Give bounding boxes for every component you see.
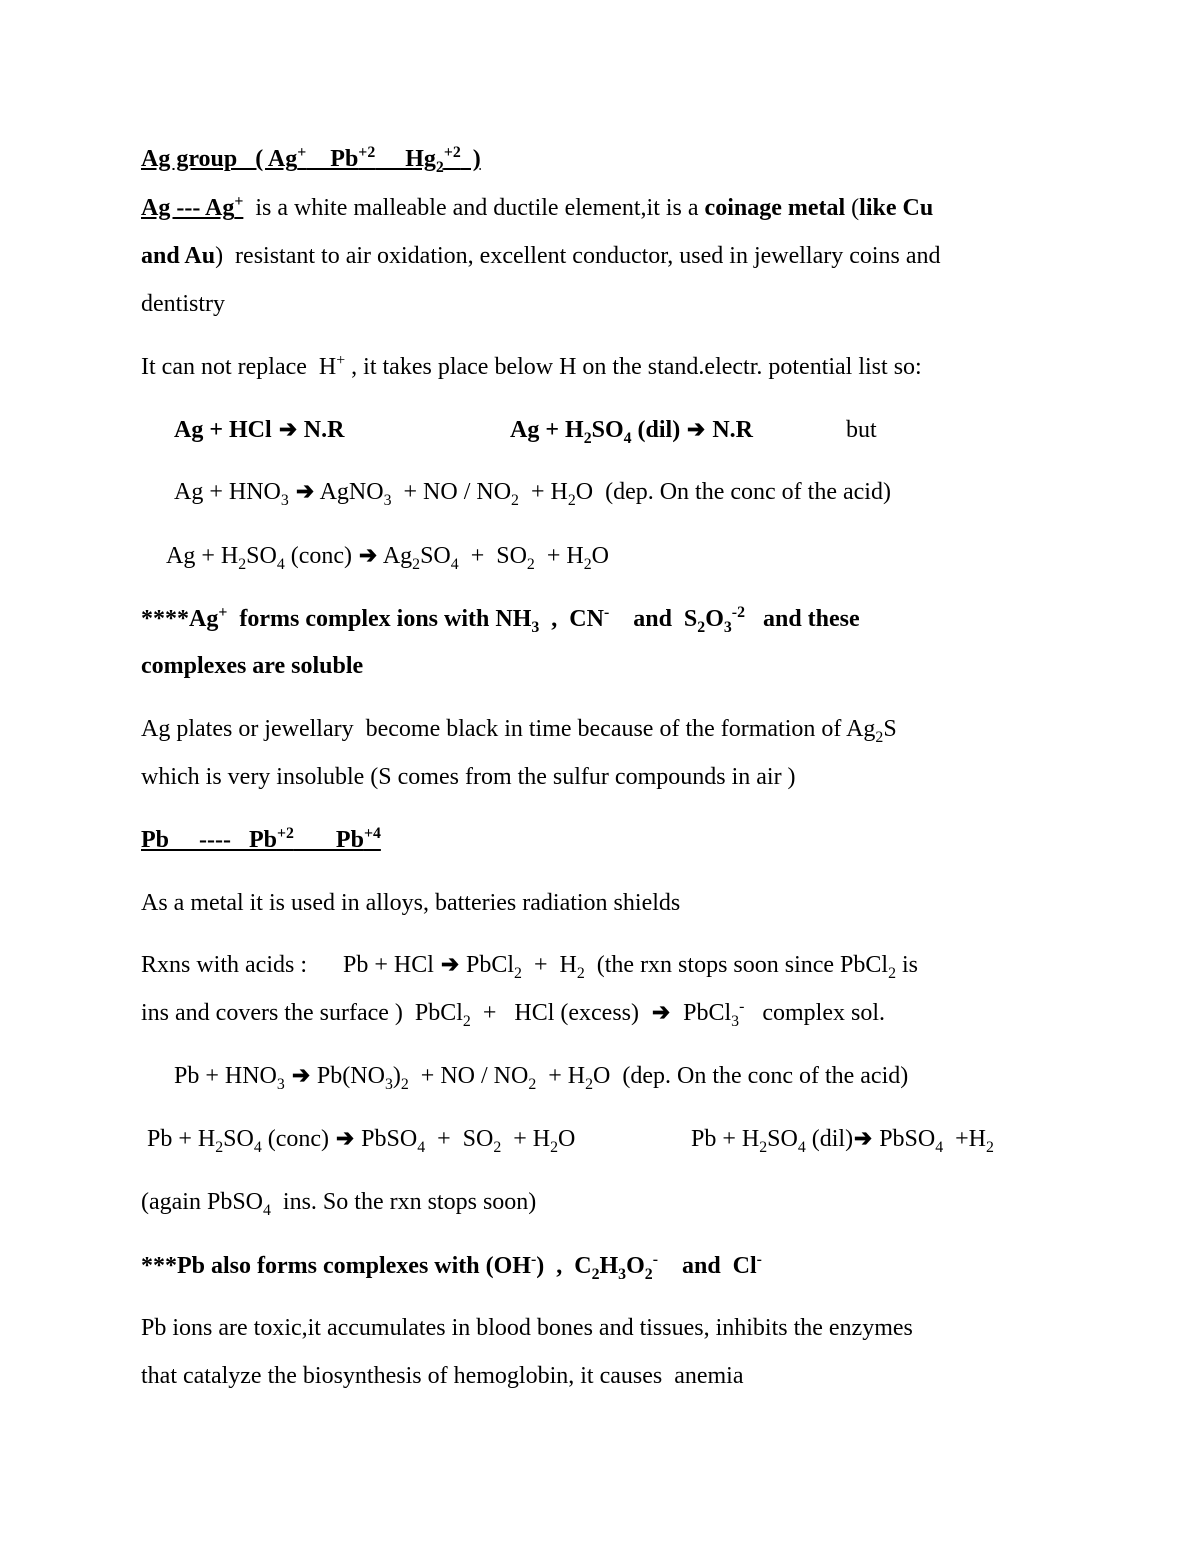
subscript: 2 xyxy=(514,964,522,982)
equation-text: Ag xyxy=(378,543,413,569)
arrow-icon: ➔ xyxy=(687,417,706,443)
body-text: PbCl xyxy=(671,1000,732,1026)
note-text: , CN xyxy=(539,606,604,632)
body-text: S xyxy=(883,716,897,742)
equation-ag-h2so4-dil xyxy=(510,416,753,447)
equation-text: AgNO xyxy=(314,479,384,505)
subscript: 2 xyxy=(550,1138,559,1156)
note-text: forms complex ions with NH xyxy=(227,606,532,632)
note-text: O xyxy=(705,606,724,632)
replace-h-line xyxy=(141,353,922,381)
pb-acids-line-1 xyxy=(141,951,919,982)
arrow-icon: ➔ xyxy=(291,1063,310,1089)
subscript: 3 xyxy=(280,491,289,509)
subscript: 2 xyxy=(400,1075,409,1093)
equation-text: (dil) xyxy=(805,1126,854,1152)
equation-ag-hcl xyxy=(174,416,344,444)
note-text: and Cl xyxy=(657,1253,757,1279)
body-text: (the rxn stops soon since PbCl xyxy=(584,952,889,978)
equation-text: SO xyxy=(420,543,451,569)
subscript: 4 xyxy=(417,1138,426,1156)
charge-sup: + xyxy=(336,352,346,369)
charge-sup: -2 xyxy=(731,604,745,621)
note-text: ****Ag xyxy=(141,606,219,632)
subscript: 3 xyxy=(383,491,392,509)
subscript: 3 xyxy=(723,618,732,636)
heading-text: ) xyxy=(460,146,481,172)
tarnish-line-2 xyxy=(141,763,796,791)
equation-text: + NO / NO xyxy=(408,1063,529,1089)
equation-text: + H xyxy=(534,543,584,569)
equation-text: + SO xyxy=(425,1126,494,1152)
note-text: complexes are soluble xyxy=(141,653,364,679)
heading-text: Ag group ( Ag xyxy=(141,146,298,172)
body-text: + HCl (excess) xyxy=(470,1000,652,1026)
equation-text: SO xyxy=(767,1126,798,1152)
equation-text: O (dep. On the conc of the acid) xyxy=(593,1063,909,1089)
subscript: 2 xyxy=(526,555,535,573)
subscript: 2 xyxy=(462,1012,471,1030)
subscript: 4 xyxy=(253,1138,262,1156)
toxic-line-2 xyxy=(141,1362,744,1390)
subscript: 3 xyxy=(731,1012,740,1030)
subscript: 2 xyxy=(511,491,519,509)
subscript: 2 xyxy=(697,618,706,636)
pb-complex-note xyxy=(141,1251,762,1283)
bold-term: and Au xyxy=(141,243,216,269)
equation-pb-hno3 xyxy=(174,1062,909,1093)
body-text: complex sol. xyxy=(744,1000,886,1026)
pb-acids-line-2 xyxy=(141,998,886,1030)
body-text: Ag plates or jewellary become black in time because of the formation of Ag xyxy=(141,716,876,742)
equation-pb-h2so4-conc xyxy=(147,1125,576,1156)
body-text: Rxns with acids : Pb + HCl xyxy=(141,952,440,978)
heading-text: Pb xyxy=(306,146,359,172)
ag-intro-line-1 xyxy=(141,194,933,222)
subscript: 3 xyxy=(618,1265,627,1283)
ag-complex-note-line-1 xyxy=(141,604,860,636)
equation-text: O xyxy=(591,543,609,569)
note-text: ) , C xyxy=(536,1253,592,1279)
subscript: 3 xyxy=(531,618,540,636)
body-text: Pb ions are toxic,it accumulates in blood bones and tissues, inhibits the enzymes xyxy=(141,1315,913,1341)
equation-text: + H xyxy=(536,1063,586,1089)
section-heading-ag-group xyxy=(141,144,489,176)
equation-text: PbSO xyxy=(873,1126,936,1152)
arrow-icon: ➔ xyxy=(652,1000,671,1026)
subscript: 2 xyxy=(412,555,421,573)
section-heading-pb xyxy=(141,826,421,854)
subheading-text: Ag --- Ag xyxy=(141,195,235,221)
equation-text: Pb(NO xyxy=(310,1063,385,1089)
subscript: 3 xyxy=(276,1075,285,1093)
equation-text: +H xyxy=(943,1126,987,1152)
charge-sup: +2 xyxy=(443,144,461,161)
subscript: 4 xyxy=(623,429,632,447)
ag-intro-line-3 xyxy=(141,290,225,318)
equation-text: O (dep. On the conc of the acid) xyxy=(575,479,891,505)
charge-sup: - xyxy=(756,1251,762,1268)
equation-text: Pb + H xyxy=(691,1126,760,1152)
note-text: and these xyxy=(744,606,860,632)
heading-text: Pb xyxy=(293,827,364,853)
tarnish-line-1 xyxy=(141,715,897,746)
charge-sup: - xyxy=(603,604,610,621)
heading-text: Pb ---- Pb xyxy=(141,827,277,853)
arrow-icon: ➔ xyxy=(440,952,459,978)
subscript: 2 xyxy=(759,1138,768,1156)
arrow-icon: ➔ xyxy=(295,479,314,505)
subscript: 4 xyxy=(935,1138,944,1156)
body-text: It can not replace H xyxy=(141,354,337,380)
subscript: 4 xyxy=(276,555,285,573)
equation-text: Ag + H xyxy=(166,543,239,569)
subscript: 2 xyxy=(591,1265,600,1283)
subscript: 2 xyxy=(528,1075,537,1093)
subscript: 2 xyxy=(888,964,896,982)
equation-text: + NO / NO xyxy=(391,479,512,505)
subscript: 4 xyxy=(450,555,459,573)
subscript: 2 xyxy=(986,1138,994,1156)
note-text: H xyxy=(599,1253,619,1279)
charge-sup: - xyxy=(530,1251,537,1268)
charge-sup: - xyxy=(652,1251,658,1268)
heading-text: Hg xyxy=(375,146,436,172)
toxic-line-1 xyxy=(141,1314,913,1342)
subscript: 2 xyxy=(435,158,444,176)
equation-text: Pb + H xyxy=(147,1126,216,1152)
equation-text: (dil) xyxy=(631,417,687,443)
subscript: 2 xyxy=(567,491,576,509)
pb-use-line xyxy=(141,889,680,917)
charge-sup: + xyxy=(297,144,307,161)
equation-text: SO xyxy=(246,543,277,569)
equation-text: + SO xyxy=(458,543,527,569)
subscript: 2 xyxy=(583,429,592,447)
body-text: ) resistant to air oxidation, excellent conductor, used in jewellary coins and xyxy=(215,243,941,269)
subscript: 2 xyxy=(585,1075,594,1093)
ag-intro-line-2 xyxy=(141,242,941,270)
ag-subheading xyxy=(141,195,243,221)
charge-sup: +2 xyxy=(276,825,294,842)
equation-ag-h2so4-conc xyxy=(166,542,609,573)
equation-pb-h2so4-dil xyxy=(691,1125,994,1156)
equation-text: PbSO xyxy=(355,1126,418,1152)
equation-text: Ag + H xyxy=(510,417,584,443)
charge-sup: + xyxy=(218,604,228,621)
equation-text: Ag + HNO xyxy=(174,479,281,505)
charge-sup: - xyxy=(739,998,745,1015)
equation-text: (conc) xyxy=(261,1126,336,1152)
equation-but xyxy=(846,416,877,444)
body-text: is a white malleable and ductile element,it is a xyxy=(243,195,705,221)
equation-text: SO xyxy=(591,417,624,443)
subscript: 2 xyxy=(576,964,585,982)
arrow-icon: ➔ xyxy=(278,417,297,443)
equation-text: + H xyxy=(501,1126,551,1152)
note-text: O xyxy=(626,1253,645,1279)
subscript: 2 xyxy=(583,555,592,573)
body-text: dentistry xyxy=(141,291,225,317)
note-text: ***Pb also forms complexes with (OH xyxy=(141,1253,531,1279)
equation-text: N.R xyxy=(297,417,345,443)
subscript: 4 xyxy=(263,1201,271,1219)
subscript: 2 xyxy=(238,555,247,573)
equation-text: N.R xyxy=(706,417,753,443)
charge-sup: + xyxy=(234,193,244,210)
equation-ag-hno3 xyxy=(174,478,891,509)
body-text: is xyxy=(896,952,919,978)
equation-text: Ag + HCl xyxy=(174,417,278,443)
charge-sup: +2 xyxy=(358,144,376,161)
bold-term: coinage metal xyxy=(704,195,846,221)
body-text: + H xyxy=(521,952,577,978)
note-text: and S xyxy=(609,606,698,632)
subscript: 2 xyxy=(875,728,884,746)
subscript: 2 xyxy=(493,1138,502,1156)
equation-text: Pb + HNO xyxy=(174,1063,277,1089)
body-text: As a metal it is used in alloys, batteries radiation shields xyxy=(141,890,681,916)
equation-text: SO xyxy=(223,1126,254,1152)
body-text: ( xyxy=(845,195,860,221)
body-text: but xyxy=(846,417,877,443)
equation-text: + H xyxy=(518,479,568,505)
subscript: 4 xyxy=(797,1138,806,1156)
bold-term: like Cu xyxy=(859,195,934,221)
subscript: 2 xyxy=(644,1265,653,1283)
body-text: , it takes place below H on the stand.electr. potential list so: xyxy=(345,354,922,380)
equation-text: ) xyxy=(392,1063,401,1089)
again-line xyxy=(141,1188,537,1219)
body-text: ins and covers the surface ) PbCl xyxy=(141,1000,463,1026)
arrow-icon: ➔ xyxy=(336,1126,355,1152)
body-text: PbCl xyxy=(460,952,515,978)
charge-sup: +4 xyxy=(363,825,381,842)
arrow-icon: ➔ xyxy=(359,543,378,569)
equation-text: O xyxy=(558,1126,576,1152)
subscript: 2 xyxy=(215,1138,224,1156)
body-text: (again PbSO xyxy=(141,1189,263,1215)
equation-text: (conc) xyxy=(284,543,359,569)
body-text: that catalyze the biosynthesis of hemoglobin, it causes anemia xyxy=(141,1363,744,1389)
arrow-icon: ➔ xyxy=(854,1126,873,1152)
body-text: which is very insoluble (S comes from the sulfur compounds in air ) xyxy=(141,764,796,790)
body-text: ins. So the rxn stops soon) xyxy=(270,1189,537,1215)
subscript: 3 xyxy=(384,1075,393,1093)
ag-complex-note-line-2 xyxy=(141,652,363,680)
